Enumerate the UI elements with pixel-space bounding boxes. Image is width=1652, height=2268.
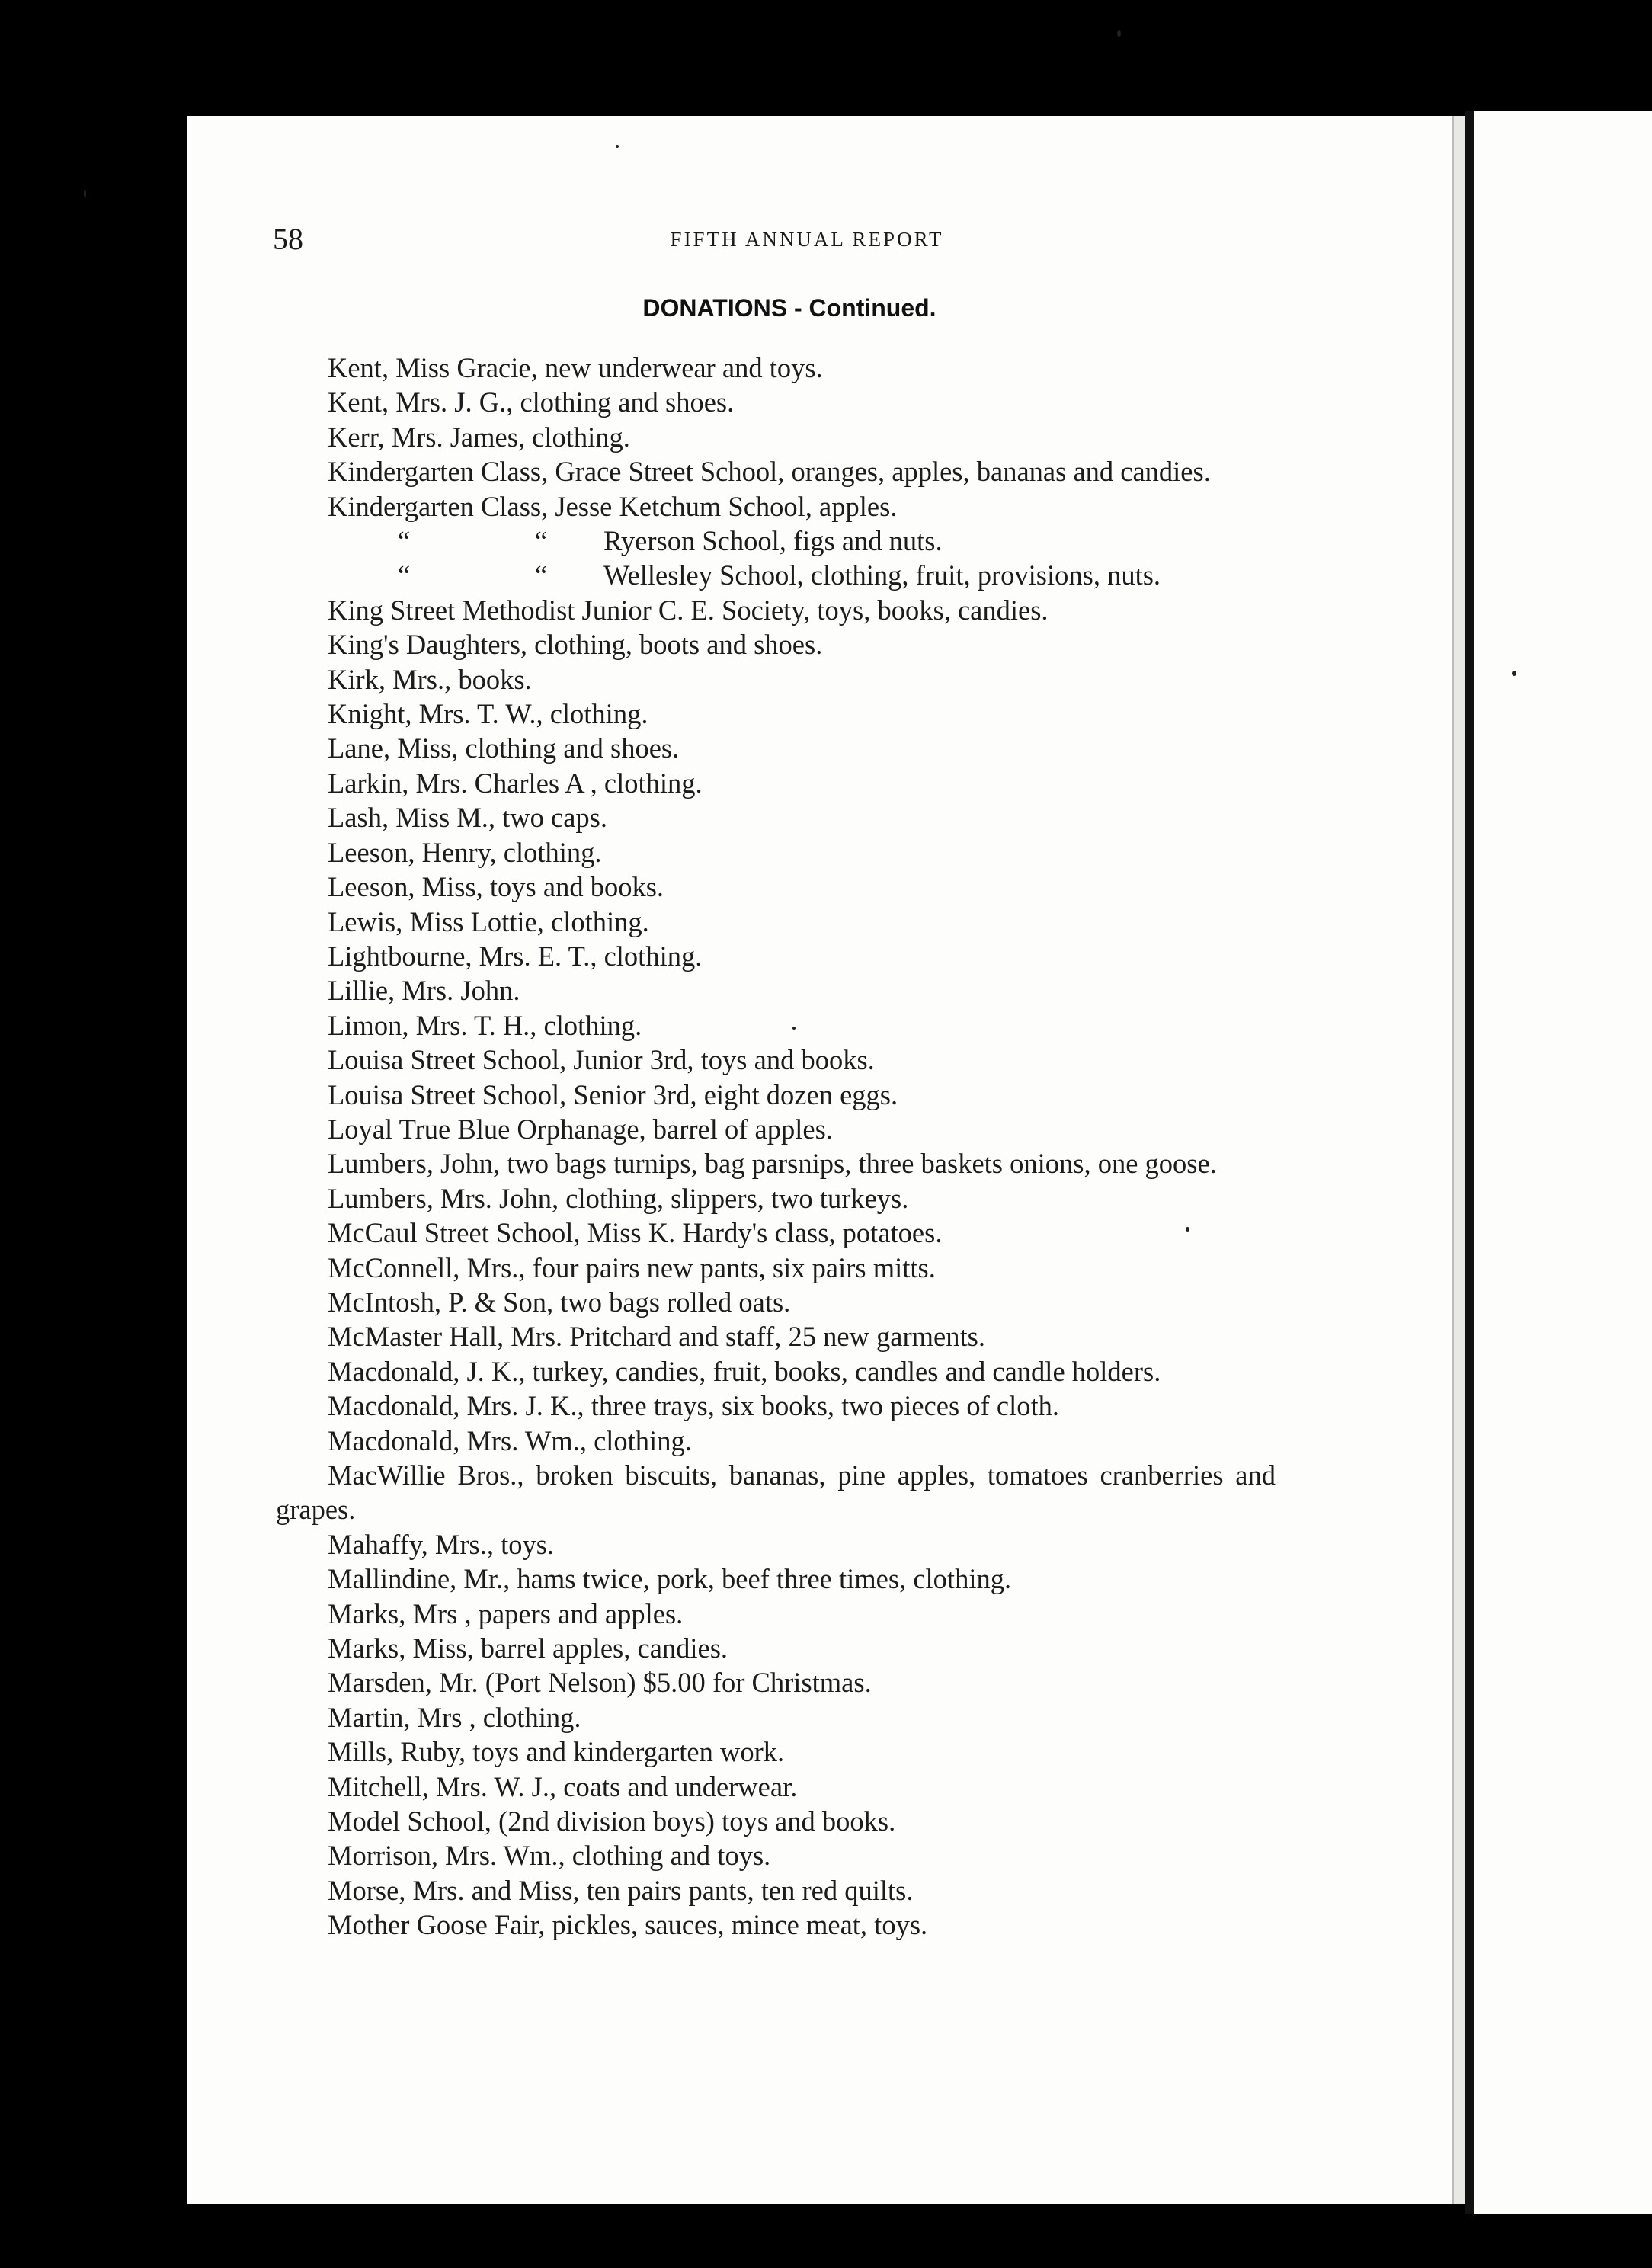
donation-entry: Kindergarten Class, Grace Street School, oranges, apples, bananas and candies. <box>328 456 1211 488</box>
donation-entry: Lillie, Mrs. John. <box>328 975 520 1007</box>
donation-entry: Macdonald, Mrs. Wm., clothing. <box>328 1424 692 1456</box>
facing-page <box>1474 111 1652 2214</box>
dust-speck <box>1512 671 1516 676</box>
donation-entry: Louisa Street School, Senior 3rd, eight dozen eggs. <box>328 1078 898 1110</box>
donation-entry: Mahaffy, Mrs., toys. <box>328 1528 555 1560</box>
donation-entry: Lumbers, John, two bags turnips, bag parsnips, three baskets onions, one goose. <box>328 1148 1217 1180</box>
donation-entry: Kirk, Mrs., books. <box>328 663 532 695</box>
donation-entry: King Street Methodist Junior C. E. Society, toys, books, candies. <box>328 594 1049 626</box>
donation-entry: Lewis, Miss Lottie, clothing. <box>328 905 649 937</box>
donation-entry: Macdonald, J. K., turkey, candies, fruit, books, candles and candle holders. <box>328 1355 1161 1387</box>
donation-entry: Lash, Miss M., two caps. <box>328 802 608 834</box>
donation-entry: Morse, Mrs. and Miss, ten pairs pants, ten red quilts. <box>328 1874 914 1906</box>
donation-entry: Mitchell, Mrs. W. J., coats and underwear. <box>328 1770 798 1802</box>
section-title <box>0 293 1652 323</box>
donation-entry: Mills, Ruby, toys and kindergarten work. <box>328 1736 785 1768</box>
running-head-text: FIFTH ANNUAL REPORT <box>670 228 944 251</box>
ditto-mark: “ <box>398 559 411 591</box>
donation-entry: Knight, Mrs. T. W., clothing. <box>328 698 648 730</box>
ditto-mark: “ <box>398 525 411 557</box>
donation-entry: Lane, Miss, clothing and shoes. <box>328 732 680 764</box>
donation-entry: Louisa Street School, Junior 3rd, toys and books. <box>328 1044 875 1076</box>
donation-entry: Loyal True Blue Orphanage, barrel of apples. <box>328 1113 833 1145</box>
donation-entry: Kent, Miss Gracie, new underwear and toys. <box>328 352 823 383</box>
ditto-mark: “ <box>535 559 548 591</box>
donation-entry: McCaul Street School, Miss K. Hardy's class, potatoes. <box>328 1217 943 1249</box>
donation-entry: Leeson, Henry, clothing. <box>328 836 602 868</box>
donation-entry: Leeson, Miss, toys and books. <box>328 871 664 903</box>
donation-entry: Kindergarten Class, Jesse Ketchum School, apples. <box>328 490 898 522</box>
donation-entry: Larkin, Mrs. Charles A , clothing. <box>328 767 703 799</box>
donation-entry: MacWillie Bros., broken biscuits, bananas, pine apples, tomatoes cranberries and grapes. <box>276 1459 1276 1526</box>
page-number: 58 <box>273 222 303 256</box>
donation-entry: McIntosh, P. & Son, two bags rolled oats. <box>328 1286 791 1318</box>
donation-entry: Lightbourne, Mrs. E. T., clothing. <box>328 940 703 972</box>
donation-entry: Mother Goose Fair, pickles, sauces, mince meat, toys. <box>328 1909 928 1941</box>
donation-entry: McConnell, Mrs., four pairs new pants, six pairs mitts. <box>328 1251 936 1283</box>
donation-entry: Marsden, Mr. (Port Nelson) $5.00 for Christmas. <box>328 1667 872 1699</box>
donation-entry: McMaster Hall, Mrs. Pritchard and staff, 25 new garments. <box>328 1321 985 1353</box>
donation-entry: Kent, Mrs. J. G., clothing and shoes. <box>328 386 735 418</box>
dust-speck <box>84 189 86 198</box>
donation-entry: King's Daughters, clothing, boots and shoes. <box>328 629 823 661</box>
section-title-text: DONATIONS - Continued. <box>642 294 936 322</box>
donation-entry: Lumbers, Mrs. John, clothing, slippers, two turkeys. <box>328 1182 909 1214</box>
donation-entry-text: Wellesley School, clothing, fruit, provisions, nuts. <box>603 559 1161 591</box>
donation-list <box>276 351 1276 1943</box>
donation-entry: Martin, Mrs , clothing. <box>328 1701 581 1733</box>
donation-entry: Morrison, Mrs. Wm., clothing and toys. <box>328 1840 771 1872</box>
dust-speck <box>616 145 619 148</box>
donation-entry-ditto <box>276 558 1276 592</box>
running-head <box>0 226 1652 253</box>
dust-speck <box>1117 30 1121 37</box>
donation-entry-ditto <box>276 524 1276 558</box>
donation-entry: Model School, (2nd division boys) toys and books. <box>328 1805 896 1837</box>
donation-entry: Marks, Miss, barrel apples, candies. <box>328 1632 728 1664</box>
donation-entry: Kerr, Mrs. James, clothing. <box>328 421 630 453</box>
ditto-mark: “ <box>535 525 548 557</box>
donation-entry-text: Ryerson School, figs and nuts. <box>603 525 943 557</box>
donation-entry: Mallindine, Mr., hams twice, pork, beef three times, clothing. <box>328 1563 1012 1595</box>
donation-entry: Macdonald, Mrs. J. K., three trays, six books, two pieces of cloth. <box>328 1390 1059 1422</box>
donation-entry: Marks, Mrs , papers and apples. <box>328 1597 684 1629</box>
gutter-shadow <box>1465 111 1474 2214</box>
donation-entry: Limon, Mrs. T. H., clothing. <box>328 1009 642 1041</box>
